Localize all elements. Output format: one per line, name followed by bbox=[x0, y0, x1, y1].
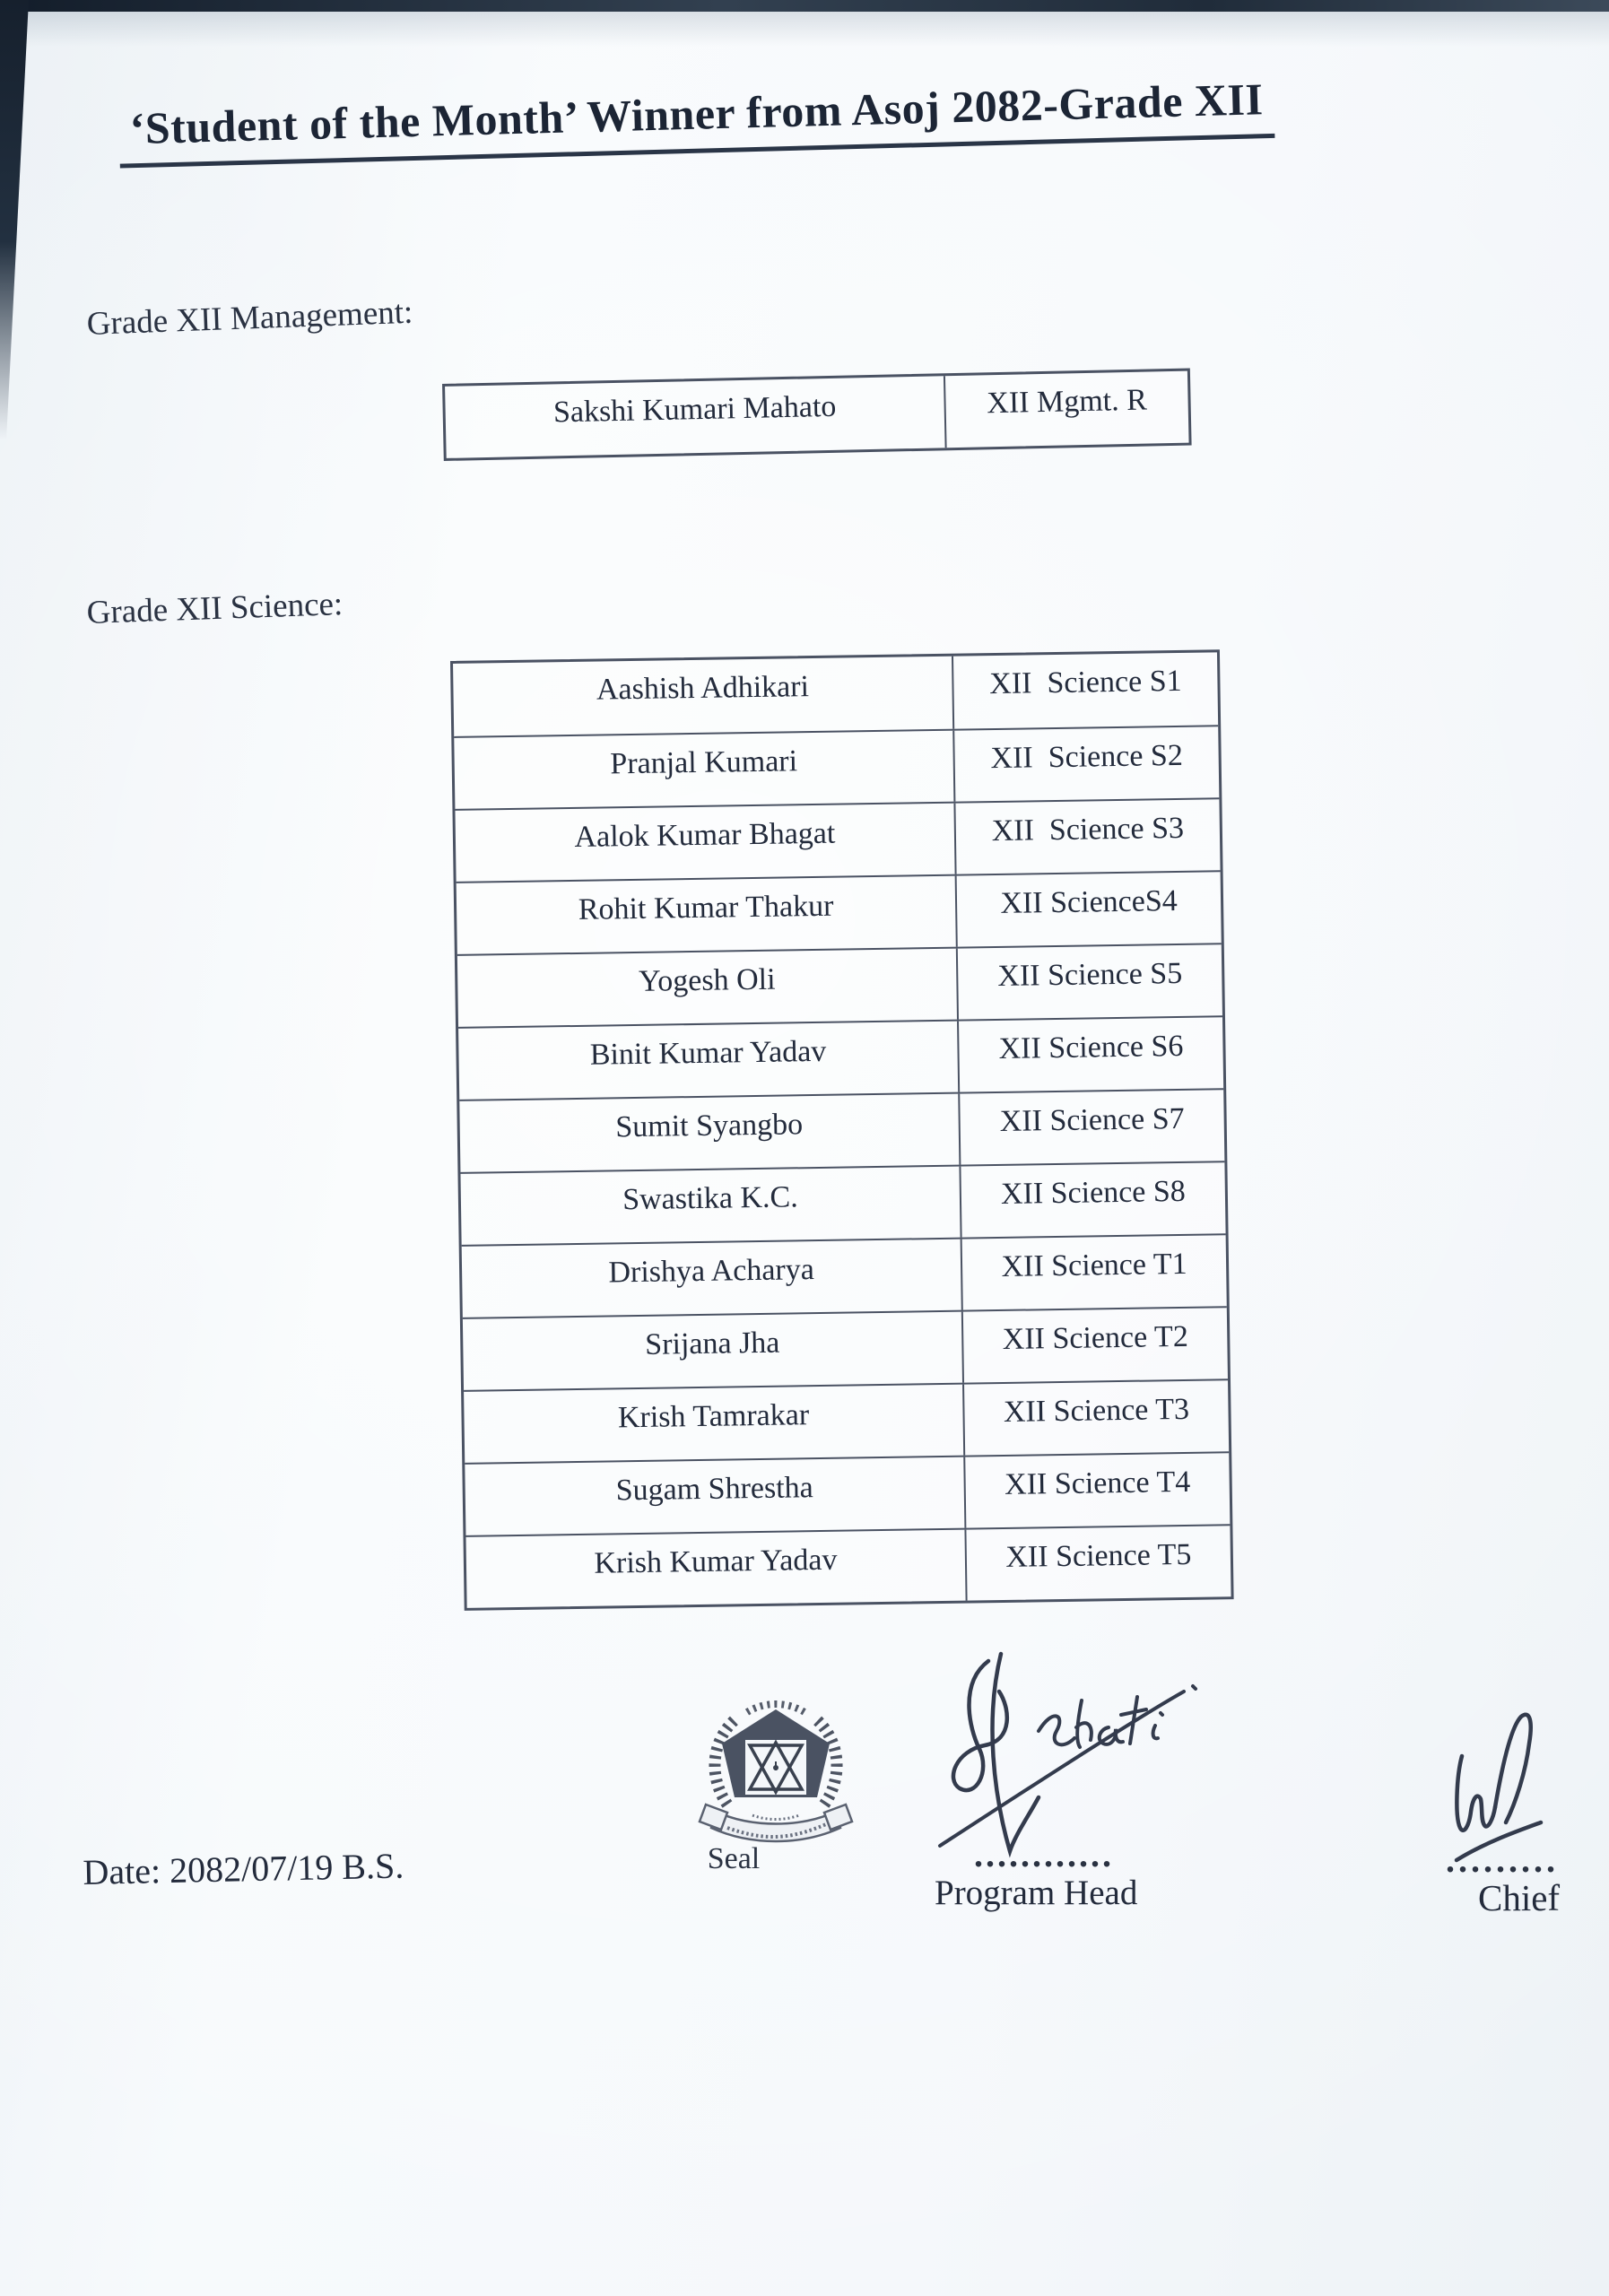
table-row bbox=[465, 1451, 1230, 1535]
class-cell: XII Science S7 bbox=[958, 1090, 1224, 1164]
chief-signature-line: ......... bbox=[1446, 1839, 1559, 1880]
class-cell: XII Science T4 bbox=[963, 1453, 1230, 1527]
class-cell: XII Science T3 bbox=[962, 1380, 1229, 1455]
page-title-text: ‘Student of the Month’ Winner from Asoj 2082-Grade XII bbox=[118, 73, 1275, 169]
science-section-heading: Grade XII Science: bbox=[86, 586, 344, 631]
class-cell: XII Science S5 bbox=[956, 944, 1222, 1019]
student-name-cell: Srijana Jha bbox=[644, 1326, 780, 1361]
date-text: Date: 2082/07/19 B.S. bbox=[83, 1845, 404, 1892]
table-row bbox=[453, 652, 1218, 736]
student-name-cell: Sakshi Kumari Mahato bbox=[552, 389, 837, 430]
school-seal-icon bbox=[692, 1692, 859, 1844]
table-row bbox=[445, 371, 1188, 458]
student-name-cell: Drishya Acharya bbox=[608, 1253, 815, 1290]
class-cell: XII Science S6 bbox=[957, 1017, 1223, 1091]
student-name-cell: Aalok Kumar Bhagat bbox=[574, 816, 836, 854]
table-row bbox=[464, 1378, 1229, 1463]
student-name-cell: Sugam Shrestha bbox=[615, 1471, 814, 1508]
table-row bbox=[454, 725, 1219, 809]
program-head-signature-icon bbox=[922, 1645, 1220, 1858]
student-name-cell: Krish Tamrakar bbox=[617, 1398, 810, 1435]
class-cell: XII Science S1 bbox=[952, 652, 1218, 728]
science-table bbox=[450, 649, 1234, 1611]
table-row bbox=[465, 1524, 1231, 1608]
student-name-cell: Rohit Kumar Thakur bbox=[578, 889, 834, 926]
management-table bbox=[442, 369, 1192, 461]
student-name-cell: Sumit Syangbo bbox=[615, 1108, 804, 1144]
table-row bbox=[463, 1306, 1228, 1390]
page-title bbox=[70, 71, 1323, 170]
photo-top-edge bbox=[0, 0, 1609, 12]
chief-label: Chief bbox=[1478, 1877, 1561, 1918]
student-name-cell: Yogesh Oli bbox=[638, 962, 776, 998]
table-row bbox=[457, 943, 1222, 1027]
table-row bbox=[462, 1233, 1227, 1318]
management-section-heading: Grade XII Management: bbox=[86, 293, 413, 343]
photo-left-edge bbox=[0, 0, 29, 439]
table-row bbox=[459, 1088, 1224, 1172]
table-row bbox=[455, 797, 1220, 882]
student-name-cell: Pranjal Kumari bbox=[610, 744, 798, 781]
class-cell: XII Science S2 bbox=[952, 726, 1219, 801]
student-name-cell: Aashish Adhikari bbox=[596, 670, 810, 707]
class-cell: XII Science S3 bbox=[953, 799, 1220, 874]
class-cell: XII Science T5 bbox=[964, 1526, 1231, 1600]
class-cell: XII Science T1 bbox=[961, 1235, 1227, 1309]
class-cell: XII Science S8 bbox=[959, 1162, 1225, 1237]
seal-label: Seal bbox=[707, 1842, 761, 1875]
class-cell: XII Science T2 bbox=[961, 1308, 1228, 1382]
table-row bbox=[458, 1015, 1223, 1100]
student-name-cell: Binit Kumar Yadav bbox=[589, 1034, 827, 1072]
student-name-cell: Krish Kumar Yadav bbox=[594, 1543, 838, 1580]
class-cell: XII Mgmt. R bbox=[944, 371, 1189, 448]
program-head-label: Program Head bbox=[935, 1874, 1138, 1912]
student-name-cell: Swastika K.C. bbox=[622, 1180, 798, 1217]
program-head-signature-line: ............ bbox=[974, 1834, 1114, 1874]
table-row bbox=[460, 1161, 1225, 1245]
class-cell: XII ScienceS4 bbox=[955, 872, 1222, 946]
table-row bbox=[457, 870, 1222, 954]
